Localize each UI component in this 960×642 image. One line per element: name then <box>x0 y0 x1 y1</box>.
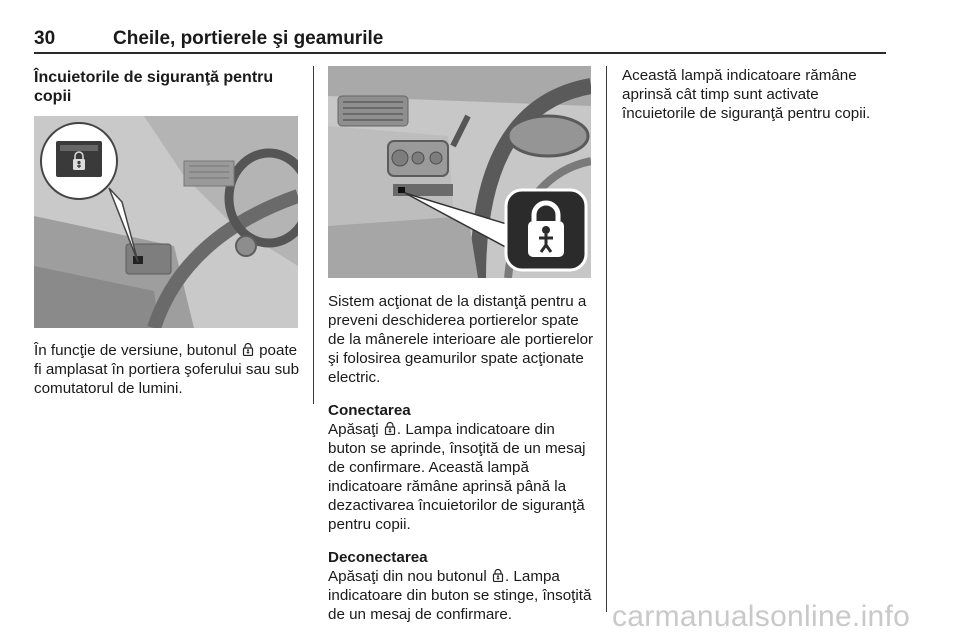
disconnect-text-after-icon: . Lampa indicatoare din buton se stinge, însoţită de un mesaj de confirmare. <box>328 568 592 623</box>
child-lock-icon <box>242 343 254 356</box>
chapter-title: Cheile, portierele şi geamurile <box>113 28 384 49</box>
disconnect-heading: Deconectarea <box>328 549 428 566</box>
dashboard-illustration <box>328 66 591 278</box>
child-lock-icon <box>384 422 396 435</box>
connect-heading: Conectarea <box>328 402 411 419</box>
section-title: Încuietorile de siguranţă pentru copii <box>34 69 274 105</box>
indicator-note: Această lampă indicatoare rămâne aprinsă cât timp sunt activate încuietorile de siguranţă pentru copii. <box>622 67 871 122</box>
disconnect-text-before-icon: Apăsaţi din nou butonul <box>328 568 487 585</box>
door-panel-illustration <box>34 116 298 328</box>
child-lock-icon <box>492 569 504 582</box>
connect-text-after-icon: . Lampa indicatoare din buton se aprinde, însoţită de un mesaj de confirmare. Această lampă indicatoare rămâne aprinsă până la dezactivarea încuietorilor de siguranţă pentru copii. <box>328 421 586 533</box>
disconnect-paragraph <box>328 567 594 624</box>
connect-paragraph <box>328 420 594 534</box>
page-number: 30 <box>34 28 56 49</box>
para-text-before-icon: În funcţie de versiune, butonul <box>34 342 237 359</box>
para-text-after-icon: poate fi amplasat în portiera şoferului sau sub comutatorul de lumini. <box>34 342 300 397</box>
column-2-body <box>328 292 594 624</box>
column-1-body <box>34 341 302 398</box>
column-3 <box>622 66 890 123</box>
dashboard-drawing <box>328 66 591 278</box>
intro-paragraph <box>34 341 302 398</box>
door-panel-drawing <box>34 116 298 328</box>
column-divider-2 <box>606 66 607 612</box>
column-divider-1 <box>313 66 314 404</box>
header-rule <box>34 52 886 54</box>
system-description: Sistem acţionat de la distanţă pentru a preveni deschiderea portierelor spate de la mânerele interioare ale portierelor şi folosirea geamurilor spate acţionate electric. <box>328 293 594 386</box>
watermark: carmanualsonline.info <box>612 600 911 633</box>
connect-text-before-icon: Apăsaţi <box>328 421 379 438</box>
column-1 <box>34 68 302 106</box>
